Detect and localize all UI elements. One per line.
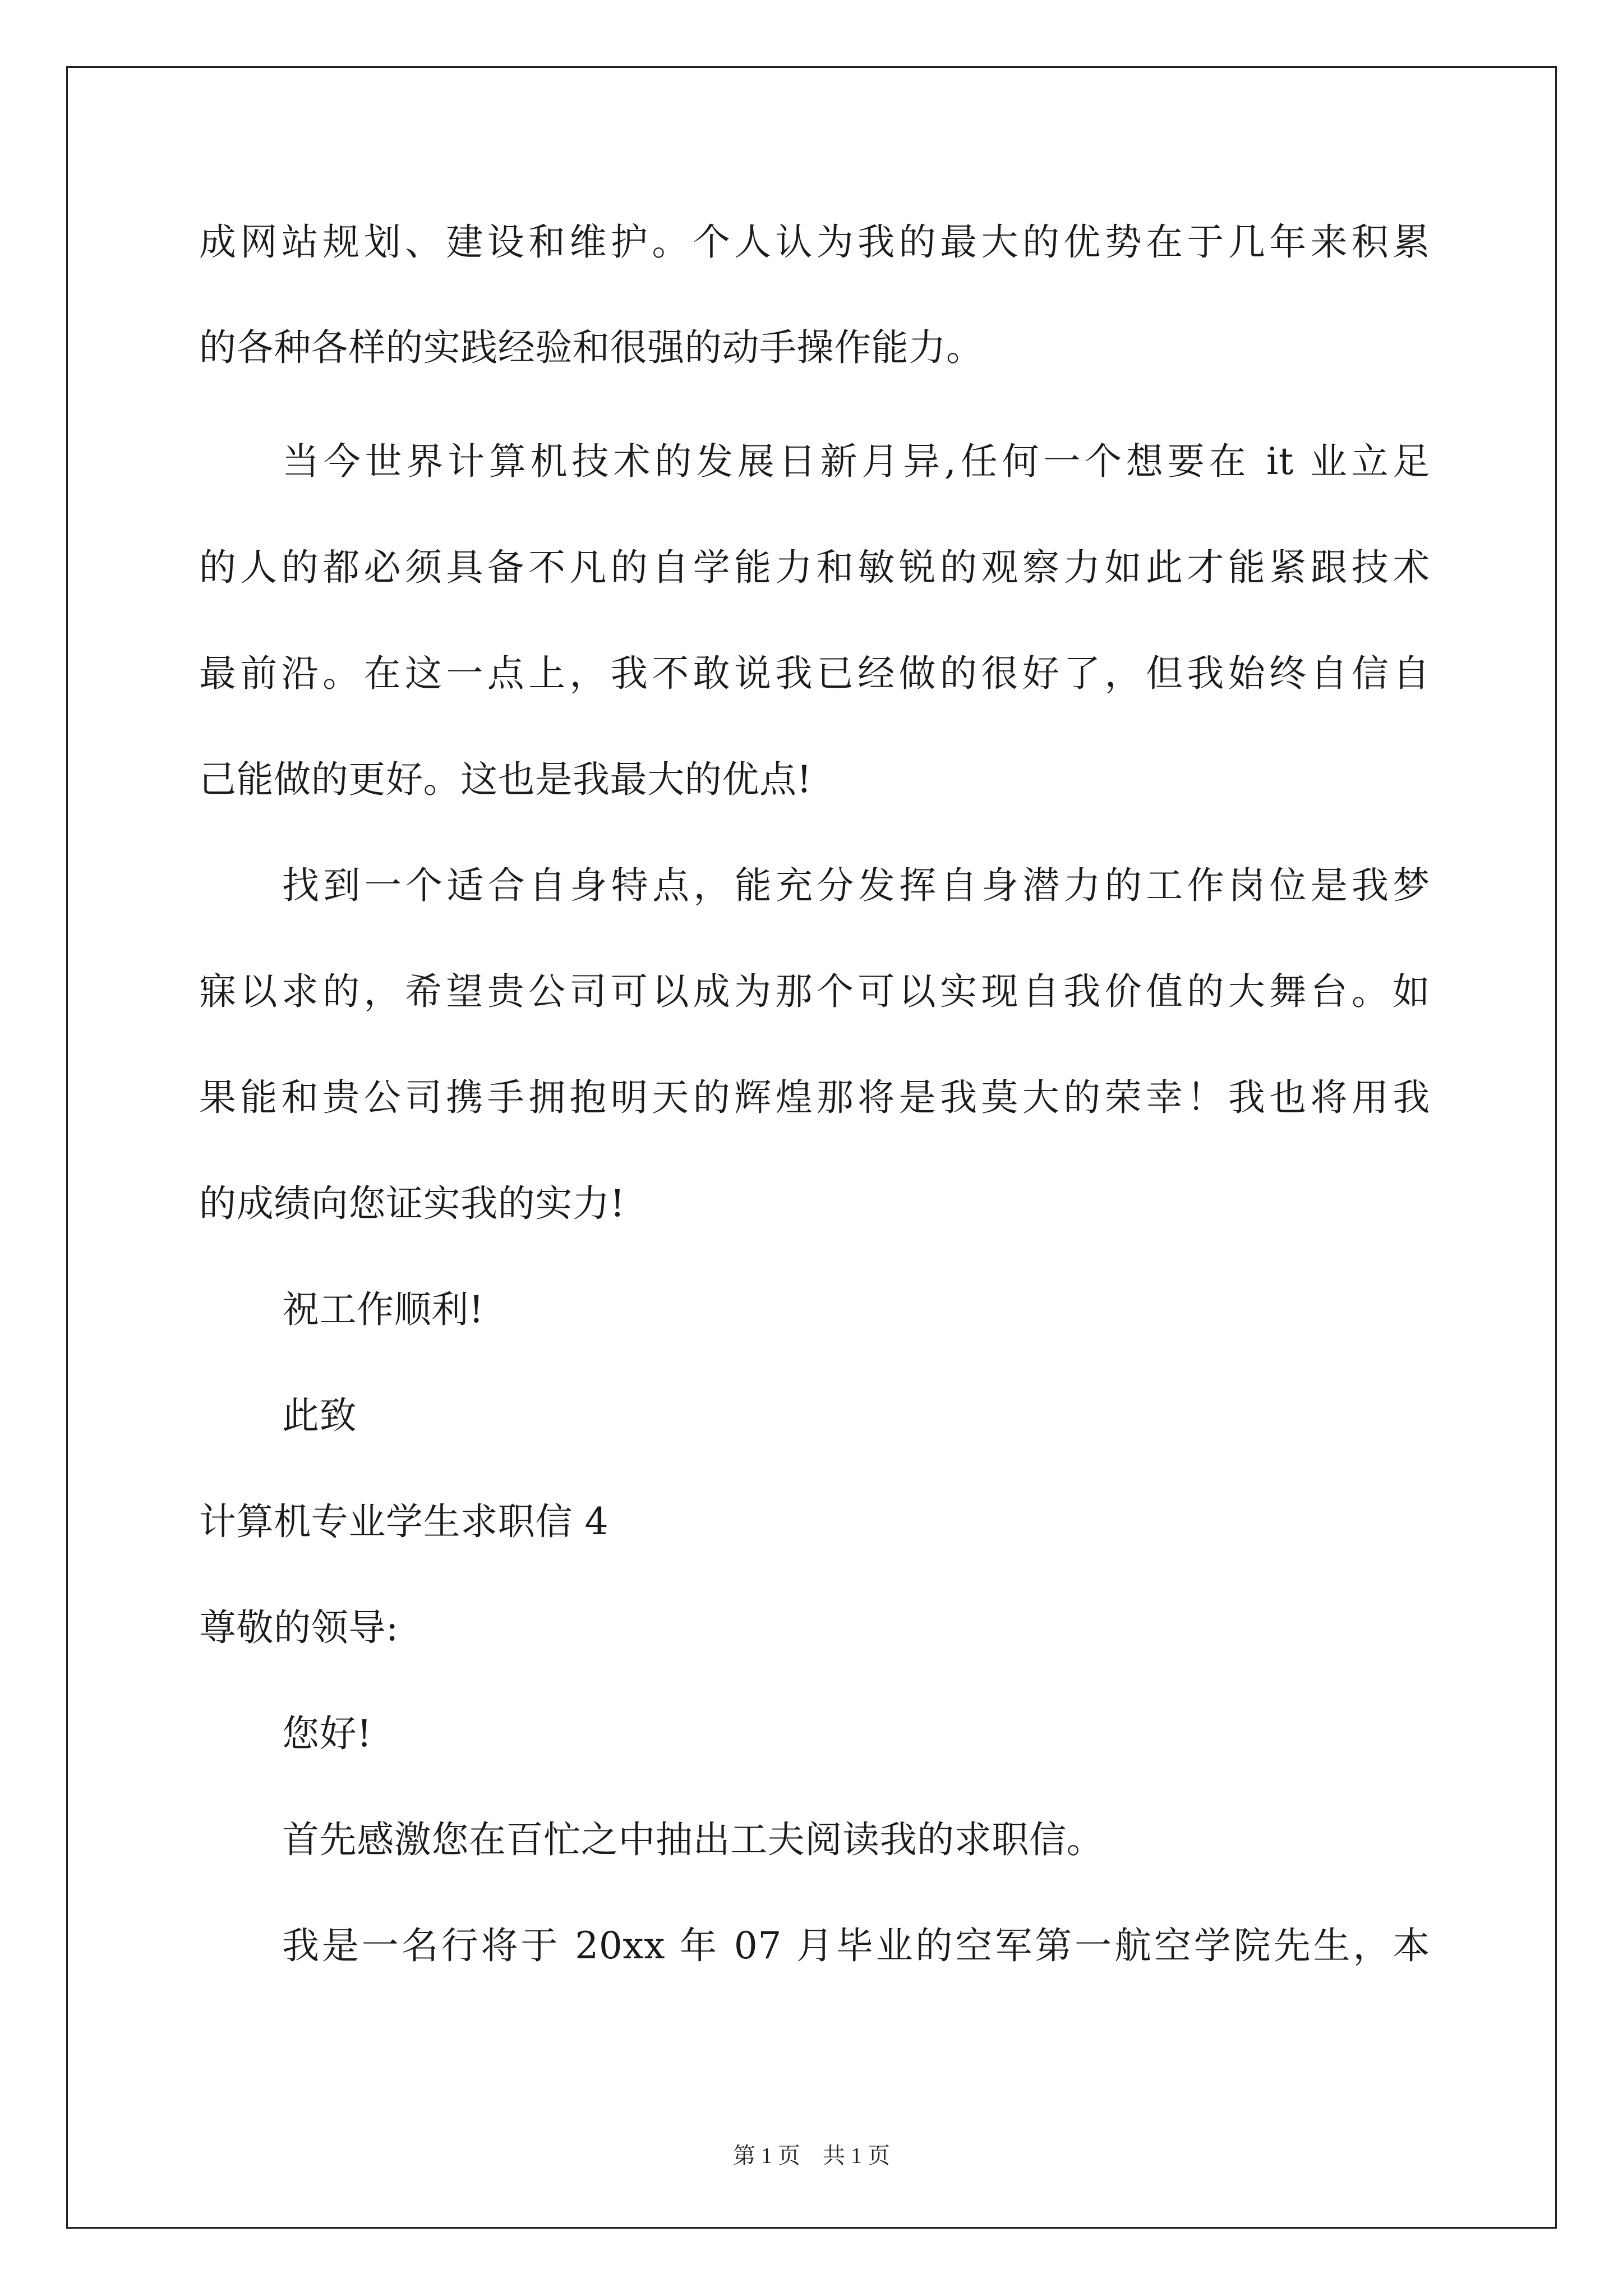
text-line: 的各种各样的实践经验和很强的动手操作能力。	[199, 326, 984, 369]
text-line: 找到一个适合自身特点，能充分发挥自身潜力的工作岗位是我梦	[282, 864, 1430, 907]
greeting: 您好!	[282, 1712, 372, 1755]
greeting-addressee: 尊敬的领导:	[199, 1606, 399, 1649]
page-number: 第 1 页 共 1 页	[733, 2143, 890, 2168]
text-line: 的成绩向您证实我的实力!	[199, 1182, 625, 1225]
text-line: 的人的都必须具备不凡的自学能力和敏锐的观察力如此才能紧跟技术	[199, 546, 1430, 589]
text-line: 当今世界计算机技术的发展日新月异,任何一个想要在 it 业立足	[282, 440, 1430, 483]
text-line: 己能做的更好。这也是我最大的优点!	[199, 758, 812, 801]
text-line: 成网站规划、建设和维护。个人认为我的最大的优势在于几年来积累	[199, 220, 1430, 264]
text-line: 首先感激您在百忙之中抽出工夫阅读我的求职信。	[282, 1818, 1104, 1861]
closing-salutation: 此致	[282, 1394, 357, 1437]
closing-wish: 祝工作顺利!	[282, 1288, 485, 1331]
text-line: 我是一名行将于 20xx 年 07 月毕业的空军第一航空学院先生，本	[282, 1924, 1430, 1967]
section-title: 计算机专业学生求职信 4	[199, 1500, 609, 1543]
text-line: 寐以求的，希望贵公司可以成为那个可以实现自我价值的大舞台。如	[199, 970, 1430, 1013]
text-line: 最前沿。在这一点上，我不敢说我已经做的很好了，但我始终自信自	[199, 652, 1430, 695]
page-frame	[66, 66, 1557, 2229]
text-line: 果能和贵公司携手拥抱明天的辉煌那将是我莫大的荣幸！我也将用我	[199, 1076, 1430, 1119]
